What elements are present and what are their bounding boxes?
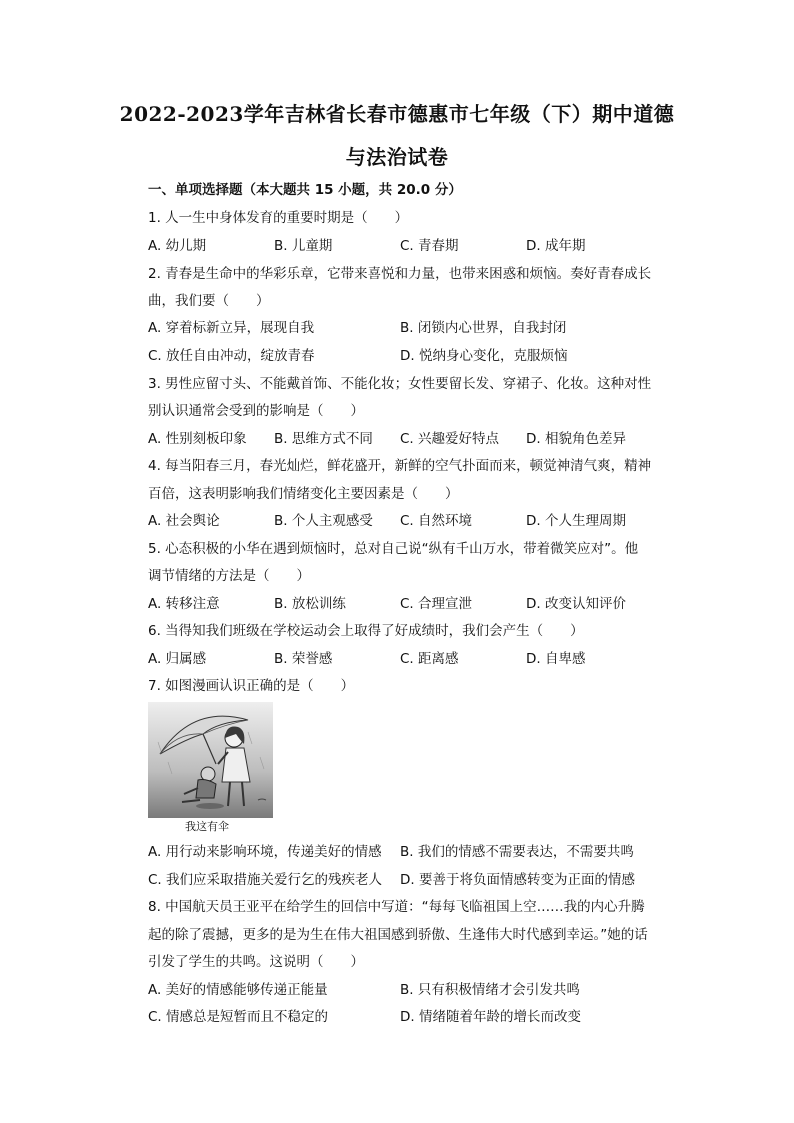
question-4-option-b: B. 个人主观感受 [274, 513, 373, 529]
question-8-option-c: C. 情感总是短暂而且不稳定的 [148, 1009, 329, 1025]
question-2-option-c: C. 放任自由冲动，绽放青春 [148, 348, 315, 364]
question-7-option-a: A. 用行动来影响环境，传递美好的情感 [148, 844, 382, 860]
question-5-option-c: C. 合理宣泄 [400, 596, 473, 612]
question-3-option-a: A. 性别刻板印象 [148, 431, 247, 447]
question-6-option-a: A. 归属感 [148, 651, 207, 667]
question-3-stem-line2: 别认识通常会受到的影响是（ ） [148, 403, 364, 419]
question-2-option-b: B. 闭锁内心世界，自我封闭 [400, 320, 567, 336]
question-4-stem-line1: 4. 每当阳春三月，春光灿烂，鲜花盛开，新鲜的空气扑面而来，顿觉神清气爽，精神 [148, 458, 652, 474]
page-title-line2: 与法治试卷 [345, 145, 449, 169]
question-3-stem-line1: 3. 男性应留寸头、不能戴首饰、不能化妆；女性要留长发、穿裙子、化妆。这种对性 [148, 376, 652, 392]
question-5-option-d: D. 改变认知评价 [526, 596, 626, 612]
question-3-option-c: C. 兴趣爱好特点 [400, 431, 500, 447]
question-8-stem-line2: 起的除了震撼，更多的是为生在伟大祖国感到骄傲、生逢伟大时代感到幸运。”她的话 [148, 927, 648, 943]
question-4-stem-line2: 百倍，这表明影响我们情绪变化主要因素是（ ） [148, 486, 459, 502]
question-3-option-d: D. 相貌角色差异 [526, 431, 626, 447]
question-4-option-d: D. 个人生理周期 [526, 513, 626, 529]
question-8-stem-line3: 引发了学生的共鸣。这说明（ ） [148, 954, 364, 970]
question-1-option-c: C. 青春期 [400, 238, 459, 254]
question-7-option-b: B. 我们的情感不需要表达，不需要共鸣 [400, 844, 634, 860]
question-6-option-d: D. 自卑感 [526, 651, 586, 667]
question-3-option-b: B. 思维方式不同 [274, 431, 373, 447]
section-heading: 一、单项选择题（本大题共 15 小题，共 20.0 分） [148, 182, 462, 198]
question-6-option-b: B. 荣誉感 [274, 651, 333, 667]
question-5-stem-line1: 5. 心态积极的小华在遇到烦恼时，总对自己说“纵有千山万水，带着微笑应对”。他 [148, 541, 639, 557]
cartoon-image [148, 702, 273, 818]
question-8-option-d: D. 情绪随着年龄的增长而改变 [400, 1009, 581, 1025]
question-5-option-b: B. 放松训练 [274, 596, 346, 612]
cartoon-caption: 我这有伞 [185, 820, 229, 833]
question-1-stem: 1. 人一生中身体发育的重要时期是（ ） [148, 210, 409, 226]
question-5-option-a: A. 转移注意 [148, 596, 220, 612]
question-2-stem-line2: 曲，我们要（ ） [148, 293, 270, 309]
question-6-option-c: C. 距离感 [400, 651, 459, 667]
question-8-option-b: B. 只有积极情绪才会引发共鸣 [400, 982, 580, 998]
question-6-stem: 6. 当得知我们班级在学校运动会上取得了好成绩时，我们会产生（ ） [148, 623, 584, 639]
page-title-line1: 2022-2023学年吉林省长春市德惠市七年级（下）期中道德 [119, 102, 675, 126]
question-2-stem-line1: 2. 青春是生命中的华彩乐章，它带来喜悦和力量，也带来困惑和烦恼。奏好青春成长 [148, 266, 652, 282]
question-8-stem-line1: 8. 中国航天员王亚平在给学生的回信中写道：“每每飞临祖国上空……我的内心升腾 [148, 899, 645, 915]
question-1-option-b: B. 儿童期 [274, 238, 333, 254]
question-4-option-a: A. 社会舆论 [148, 513, 220, 529]
question-8-option-a: A. 美好的情感能够传递正能量 [148, 982, 328, 998]
question-2-option-a: A. 穿着标新立异，展现自我 [148, 320, 315, 336]
question-7-option-d: D. 要善于将负面情感转变为正面的情感 [400, 872, 635, 888]
question-7-option-c: C. 我们应采取措施关爱行乞的残疾老人 [148, 872, 383, 888]
question-1-option-d: D. 成年期 [526, 238, 586, 254]
question-2-option-d: D. 悦纳身心变化，克服烦恼 [400, 348, 568, 364]
question-7-stem: 7. 如图漫画认识正确的是（ ） [148, 678, 355, 694]
question-4-option-c: C. 自然环境 [400, 513, 473, 529]
question-1-option-a: A. 幼儿期 [148, 238, 207, 254]
question-5-stem-line2: 调节情绪的方法是（ ） [148, 568, 310, 584]
